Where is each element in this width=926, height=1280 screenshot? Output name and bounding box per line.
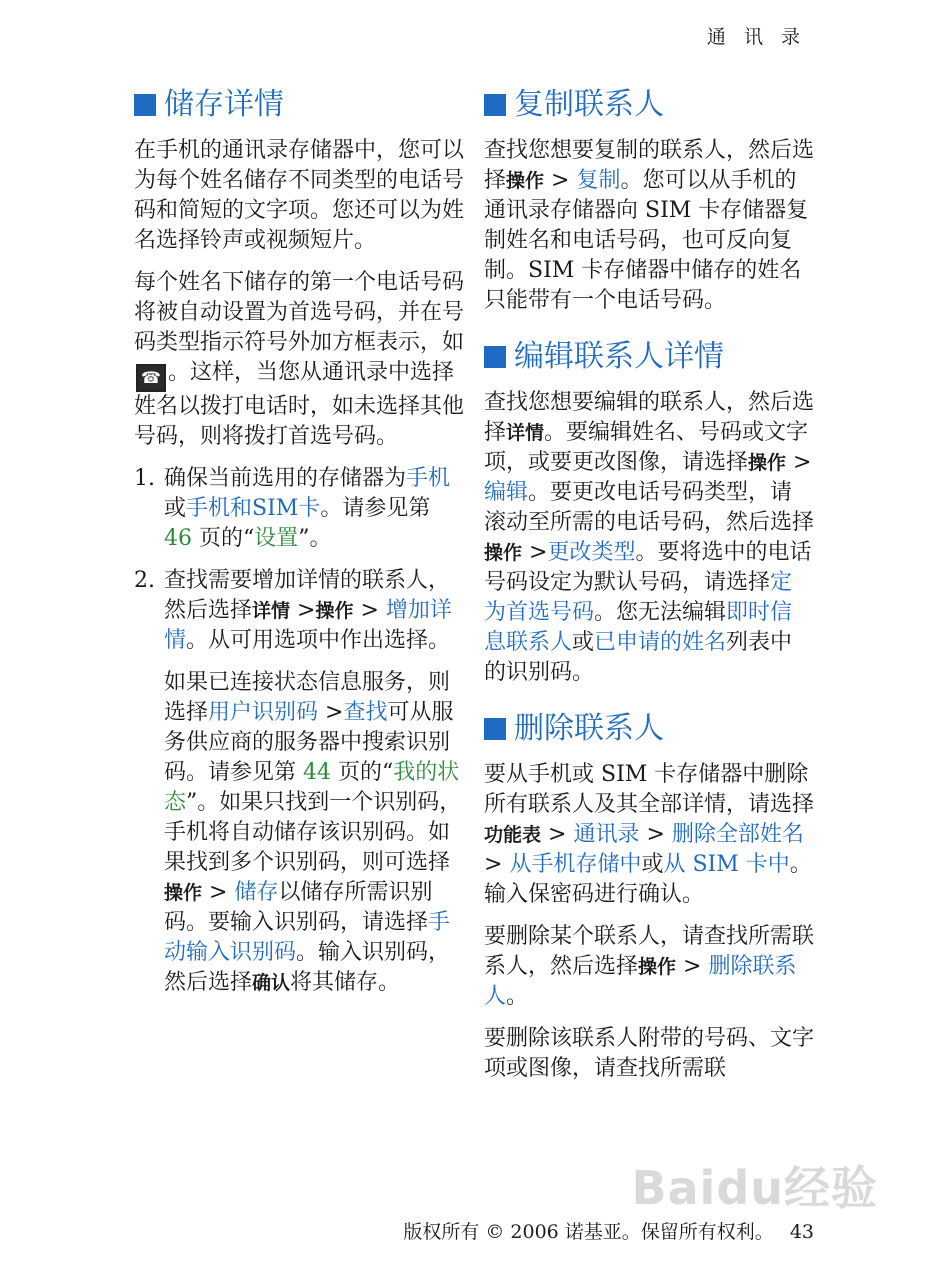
- page-ref-46[interactable]: 46: [164, 526, 192, 551]
- link-search[interactable]: 查找: [343, 700, 388, 725]
- paragraph-copy: 查找您想要复制的联系人，然后选择操作 > 复制。您可以从手机的通讯录存储器向 SIM 卡存储器复制姓名和电话号码，也可反向复制。SIM 卡存储器中储存的姓名只能带有一个电话号码。: [484, 138, 815, 313]
- heading-delete-contact: 删除联系人: [484, 710, 814, 748]
- link-add-detail[interactable]: 增加详情: [164, 598, 452, 653]
- paragraph-default-number: 每个姓名下储存的第一个电话号码将被自动设置为首选号码，并在号码类型指示符号外加方框表示，如☎ 。这样，当您从通讯录中选择姓名以拨打电话时，如未选择其他号码，则将拨打首选号码。: [134, 270, 465, 449]
- left-column: [134, 86, 464, 1010]
- step-1: 1. 确保当前选用的存储器为手机或手机和SIM卡。请参见第 46 页的“设置”。: [134, 466, 451, 551]
- link-contacts[interactable]: 通讯录: [573, 822, 640, 847]
- heading-square-marker: [484, 94, 506, 116]
- right-column: [484, 86, 814, 1096]
- link-settings[interactable]: 设置: [254, 526, 299, 551]
- link-set-default[interactable]: 定为首选号码: [484, 570, 793, 625]
- paragraph-delete-one: 要删除某个联系人，请查找所需联系人，然后选择操作 > 删除联系人。: [484, 924, 815, 1009]
- link-from-sim[interactable]: 从 SIM 卡中: [663, 852, 790, 877]
- paragraph-edit: 查找您想要编辑的联系人，然后选择详情。要编辑姓名、号码或文字项，或要更改图像，请选择操作 > 编辑。要更改电话号码类型，请滚动至所需的电话号码，然后选择操作 >更改类型。要将选中的电话号码设定为默认号码，请选择定为首选号码。您无法编辑即时信息联系人或已申请的姓名列表中的识别码。: [484, 390, 815, 685]
- paragraph-delete-all: 要从手机或 SIM 卡存储器中删除所有联系人及其全部详情，请选择功能表 > 通讯录 > 删除全部姓名 > 从手机存储中或从 SIM 卡中。输入保密码进行确认。: [484, 762, 815, 907]
- heading-save-details: 储存详情: [134, 86, 464, 124]
- link-edit[interactable]: 编辑: [484, 480, 529, 505]
- link-delete-contact[interactable]: 删除联系人: [484, 954, 797, 1009]
- link-save[interactable]: 储存: [234, 880, 279, 905]
- link-change-type[interactable]: 更改类型: [547, 540, 636, 565]
- link-from-phone[interactable]: 从手机存储中: [509, 852, 642, 877]
- paragraph-delete-detail: 要删除该联系人附带的号码、文字项或图像，请查找所需联: [484, 1026, 815, 1081]
- paragraph-intro: 在手机的通讯录存储器中，您可以为每个姓名储存不同类型的电话号码和简短的文字项。您还可以为姓名选择铃声或视频短片。: [134, 138, 465, 253]
- heading-square-marker: [484, 346, 506, 368]
- phone-icon: ☎: [136, 364, 166, 392]
- steps-list: [134, 464, 464, 656]
- heading-copy-contact: 复制联系人: [484, 86, 814, 124]
- link-phone-and-sim[interactable]: 手机和SIM卡: [186, 496, 321, 521]
- link-my-presence[interactable]: 我的状态: [164, 760, 460, 815]
- copyright-text: 版权所有 © 2006 诺基亚。保留所有权利。: [403, 1221, 774, 1243]
- heading-square-marker: [134, 94, 156, 116]
- link-delete-all[interactable]: 删除全部姓名: [671, 822, 804, 847]
- page-footer: [403, 1217, 814, 1244]
- link-phone[interactable]: 手机: [406, 466, 451, 491]
- heading-square-marker: [484, 718, 506, 740]
- step-2: 2. 查找需要增加详情的联系人，然后选择详情 >操作 > 增加详情。从可用选项中作出选择。: [134, 568, 452, 653]
- page-ref-44[interactable]: 44: [303, 760, 331, 785]
- link-user-id[interactable]: 用户识别码: [208, 700, 319, 725]
- link-requested-names[interactable]: 已申请的姓名: [594, 630, 727, 655]
- link-im-contacts[interactable]: 即时信息联系人: [484, 600, 793, 655]
- baidu-watermark: Baidu经验: [631, 1161, 878, 1215]
- paragraph-presence: 如果已连接状态信息服务，则选择用户识别码 >查找可从服务供应商的服务器中搜索识别码。请参见第 44 页的“我的状态”。如果只找到一个识别码，手机将自动储存该识别码。如果找到多个识别码，则可选择操作 > 储存以储存所需识别码。要输入识别码，请选择手动输入识别码。输入识别码，然后选择确认将其储存。: [164, 670, 462, 995]
- heading-edit-contact: 编辑联系人详情: [484, 338, 814, 376]
- link-copy[interactable]: 复制: [576, 168, 621, 193]
- link-manual-id[interactable]: 手动输入识别码: [164, 910, 451, 965]
- page-number: 43: [789, 1221, 814, 1243]
- section-header: 通 讯 录: [706, 26, 806, 48]
